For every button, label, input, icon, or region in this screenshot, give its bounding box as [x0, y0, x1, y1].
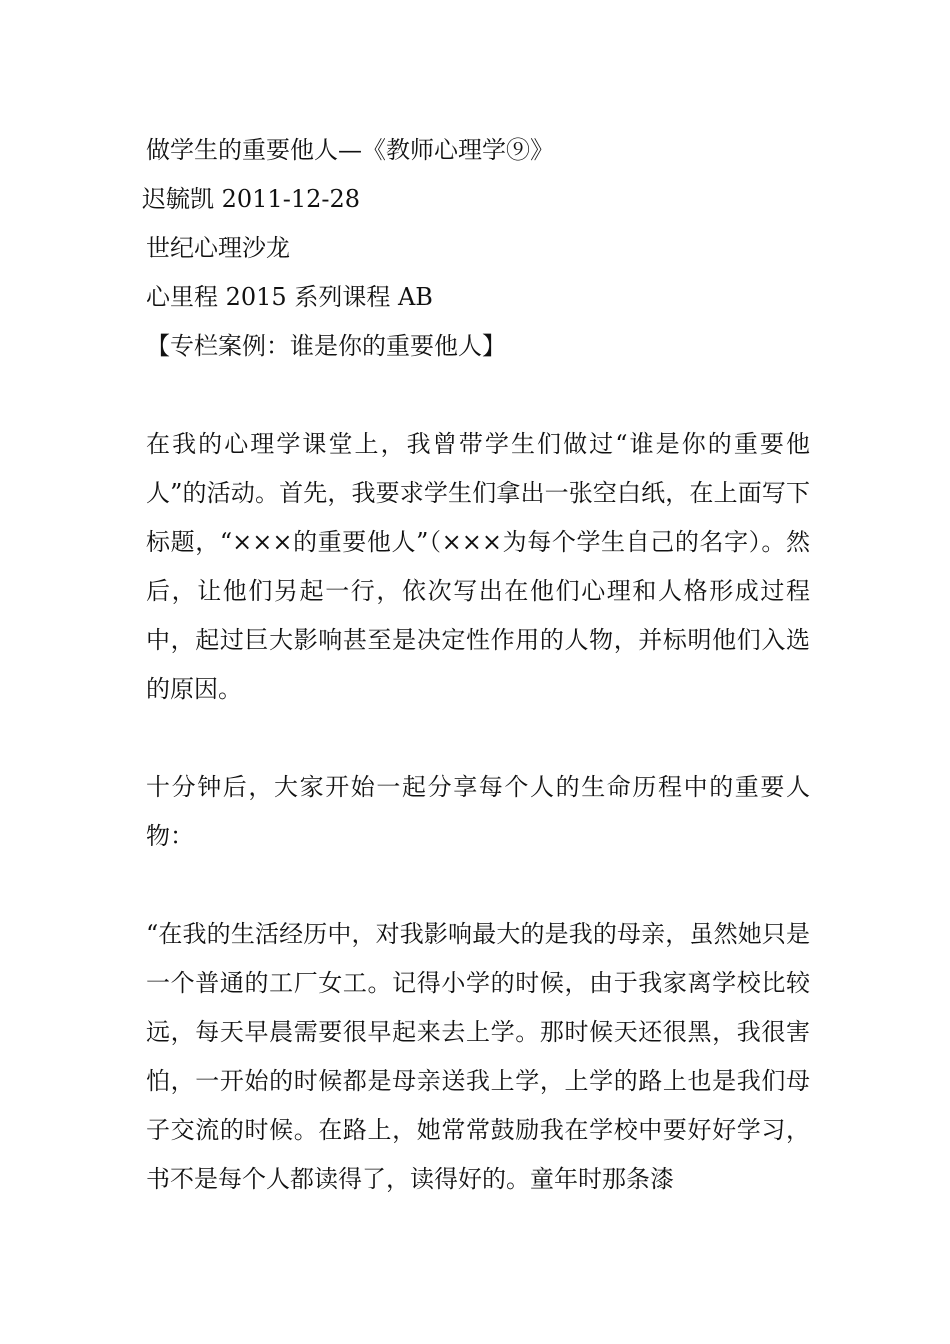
blank-line [146, 861, 810, 910]
blank-line [146, 371, 810, 420]
blank-line [146, 714, 810, 763]
paragraph-activity: 在我的心理学课堂上，我曾带学生们做过“谁是你的重要他人”的活动。首先，我要求学生们拿出一张空白纸，在上面写下标题，“×××的重要他人”（×××为每个学生自己的名字）。然后，让他们另起一行，依次写出在他们心理和人格形成过程中，起过巨大影响甚至是决定性作用的人物，并标明他们入选的原因。 [146, 430, 810, 703]
paragraph-sharing: 十分钟后，大家开始一起分享每个人的生命历程中的重要人物： [146, 773, 810, 850]
section-heading: 【专栏案例：谁是你的重要他人】 [146, 332, 506, 360]
series-line: 心里程 2015 系列课程 AB [146, 283, 433, 311]
source-line: 世纪心理沙龙 [146, 234, 290, 262]
author-date: 迟毓凯 2011-12-28 [142, 185, 361, 213]
document-title: 做学生的重要他人—《教师心理学⑨》 [146, 136, 554, 164]
paragraph-mother-story: “在我的生活经历中，对我影响最大的是我的母亲，虽然她只是一个普通的工厂女工。记得小学的时候，由于我家离学校比较远，每天早晨需要很早起来去上学。那时候天还很黑，我很害怕，一开始的时候都是母亲送我上学，上学的路上也是我们母子交流的时候。在路上，她常常鼓励我在学校中要好好学习，书不是每个人都读得了，读得好的。童年时那条漆 [146, 920, 810, 1193]
document-body [142, 126, 810, 1204]
